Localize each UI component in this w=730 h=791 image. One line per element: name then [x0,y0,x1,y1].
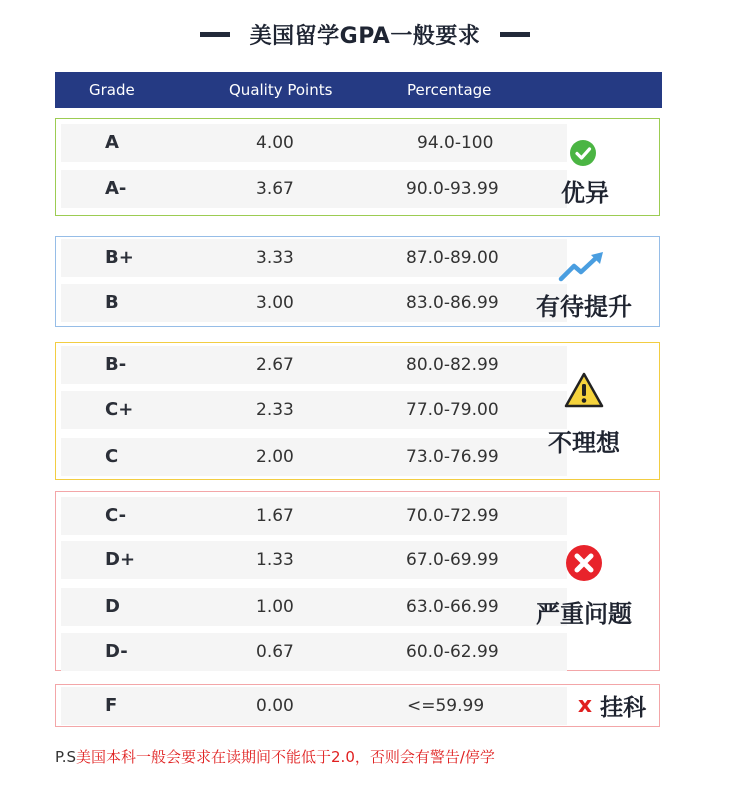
cell-quality-points: 1.00 [256,597,294,617]
header-quality-points: Quality Points [229,81,333,99]
trend-up-icon [558,249,608,287]
cell-quality-points: 2.00 [256,447,294,467]
cell-quality-points: 2.33 [256,400,294,420]
group-excellent [55,118,660,216]
warning-icon [563,371,605,413]
group-fail [55,684,660,727]
table-row [61,170,567,208]
table-header [55,72,662,108]
group-serious-problem [55,491,660,671]
cell-percentage: 94.0-100 [417,133,494,153]
cell-quality-points: 3.33 [256,248,294,268]
group-unsatisfactory [55,342,660,480]
check-circle-icon [569,139,597,171]
cell-quality-points: 4.00 [256,133,294,153]
cell-grade: B+ [105,247,134,268]
table-row [61,633,567,671]
cell-quality-points: 1.67 [256,506,294,526]
header-grade: Grade [89,81,135,99]
table-row [61,391,567,429]
cell-percentage: 83.0-86.99 [406,293,499,313]
cell-grade: F [105,695,118,716]
cell-quality-points: 0.67 [256,642,294,662]
cell-grade: D+ [105,549,136,570]
group-label-needs-improvement: 有待提升 [536,293,632,321]
table-row [61,687,567,725]
cell-quality-points: 3.67 [256,179,294,199]
group-label-fail: 挂科 [600,694,647,721]
cell-quality-points: 0.00 [256,696,294,716]
cell-grade: B [105,292,119,313]
table-row [61,346,567,384]
cell-percentage: 70.0-72.99 [406,506,499,526]
page-title: 美国留学GPA一般要求 [249,23,481,49]
title-left-dash [200,32,230,37]
cell-grade: C [105,446,119,467]
footnote [55,746,495,767]
fail-label-box [567,687,657,723]
footnote-prefix: P.S [55,748,76,766]
cell-grade: D [105,596,120,617]
group-label-serious-problem: 严重问题 [536,600,632,628]
cell-percentage: 67.0-69.99 [406,550,499,570]
table-row [61,239,567,277]
cell-percentage: 90.0-93.99 [406,179,499,199]
x-mark-icon: x [577,692,593,718]
cell-percentage: 63.0-66.99 [406,597,499,617]
cell-grade: C- [105,505,127,526]
error-circle-icon [565,544,603,586]
cell-grade: D- [105,641,128,662]
cell-percentage: 73.0-76.99 [406,447,499,467]
cell-grade: A [105,132,119,153]
header-percentage: Percentage [407,81,492,99]
table-row [61,438,567,476]
cell-quality-points: 3.00 [256,293,294,313]
group-label-excellent: 优异 [561,179,609,207]
cell-quality-points: 1.33 [256,550,294,570]
cell-grade: C+ [105,399,134,420]
group-label-unsatisfactory: 不理想 [548,429,620,457]
cell-percentage: 80.0-82.99 [406,355,499,375]
footnote-text: 美国本科一般会要求在读期间不能低于2.0，否则会有警告/停学 [76,748,495,766]
cell-percentage: <=59.99 [407,696,485,716]
table-row [61,588,567,626]
table-row [61,284,567,322]
cell-quality-points: 2.67 [256,355,294,375]
cell-percentage: 87.0-89.00 [406,248,499,268]
title-right-dash [500,32,530,37]
cell-grade: A- [105,178,127,199]
title-row [0,14,730,54]
table-row [61,497,567,535]
cell-percentage: 60.0-62.99 [406,642,499,662]
group-needs-improvement [55,236,660,327]
table-row [61,541,567,579]
cell-percentage: 77.0-79.00 [406,400,499,420]
cell-grade: B- [105,354,127,375]
table-row [61,124,567,162]
